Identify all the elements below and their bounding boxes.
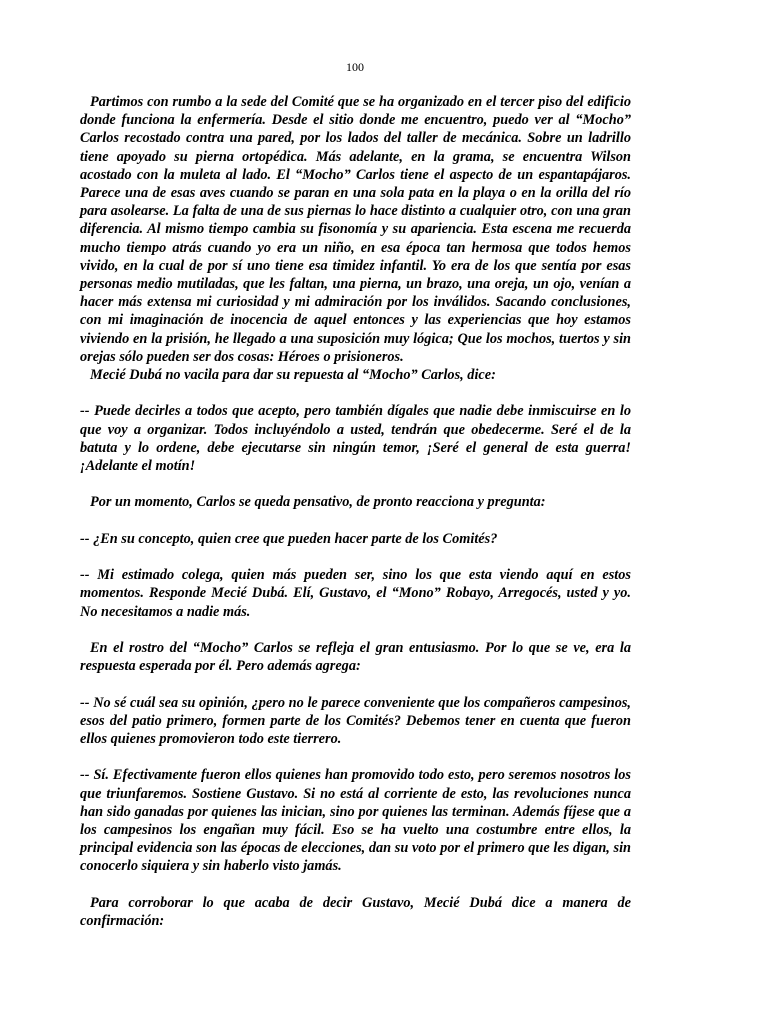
paragraph-dialogue: -- Sí. Efectivamente fueron ellos quienes han promovido todo esto, pero seremos nosotros los que triunfaremos. Sostiene Gustavo. Si no está al corriente de esto, las revoluciones nunca han sido ganadas por quienes las inician, sino por quienes las terminan. Además fíjese que a los campesinos los engañan muy fácil. Eso se ha vuelto una costumbre entre ellos, la principal evidencia son las épocas de elecciones, dan su voto por el primero que les digan, sin conocerlo siquiera y sin haberlo visto jamás. (80, 767, 631, 875)
paragraph-dialogue: -- No sé cuál sea su opinión, ¿pero no le parece conveniente que los compañeros campesinos, esos del patio primero, formen parte de los Comités? Debemos tener en cuenta que fueron ellos quienes promovieron todo este tierrero. (80, 694, 631, 748)
paragraph-narration: Partimos con rumbo a la sede del Comité que se ha organizado en el tercer piso del edificio donde funciona la enfermería. Desde el sitio donde me encuentro, puedo ver al “Mocho” Carlos recostado contra una pared, por los lados del taller de mecánica. Sobre un ladrillo tiene apoyado su pierna ortopédica. Más adelante, en la grama, se encuentra Wilson acostado con la muleta al lado. El “Mocho” Carlos tiene el aspecto de un espantapájaros. Parece una de esas aves cuando se paran en una sola pata en la playa o en la orilla del río para asolearse. La falta de una de sus piernas lo hace distinto a cualquier otro, con una gran diferencia. Al mismo tiempo cambia su fisonomía y su apariencia. Esta escena me recuerda mucho tiempo atrás cuando yo era un niño, en esa época tan hermosa que todos hemos vivido, en la cual de por sí uno tiene esa timidez infantil. Yo era de los que sentía por esas personas medio mutiladas, que les faltan, una pierna, un brazo, una oreja, un ojo, venían a hacer más extensa mi curiosidad y mi admiración por los inválidos. Sacando conclusiones, con mi imaginación de inocencia de aquel entonces y las experiencias que hoy estamos viviendo en la prisión, he llegado a una suposición muy lógica; Que los mochos, tuertos y sin orejas sólo pueden ser dos cosas: Héroes o prisioneros. (80, 94, 631, 365)
page-number: 100 (346, 60, 364, 74)
paragraph-dialogue: -- ¿En su concepto, quien cree que pueden hacer parte de los Comités? (80, 530, 498, 547)
paragraph-narration: En el rostro del “Mocho” Carlos se refleja el gran entusiasmo. Por lo que se ve, era la respuesta esperada por él. Pero además agrega: (80, 640, 631, 675)
paragraph-dialogue: -- Mi estimado colega, quien más pueden ser, sino los que esta viendo aquí en estos momentos. Responde Mecié Dubá. Elí, Gustavo, el “Mono” Robayo, Arregocés, usted y yo. No necesitamos a nadie más. (80, 567, 631, 620)
paragraph-narration: Mecié Dubá no vacila para dar su repuesta al “Mocho” Carlos, dice: (90, 367, 496, 384)
paragraph-dialogue: -- Puede decirles a todos que acepto, pero también dígales que nadie debe inmiscuirse en lo que voy a organizar. Todos incluyéndolo a usted, tendrán que obedecerme. Seré el de la batuta y lo ordene, debe ejecutarse sin ningún temor, ¡Seré el general de esta guerra! ¡Adelante el motín! (80, 403, 631, 475)
paragraph-narration: Para corroborar lo que acaba de decir Gustavo, Mecié Dubá dice a manera de confirmación: (80, 894, 631, 930)
paragraph-narration: Por un momento, Carlos se queda pensativo, de pronto reacciona y pregunta: (90, 494, 546, 511)
body-text (80, 93, 631, 930)
